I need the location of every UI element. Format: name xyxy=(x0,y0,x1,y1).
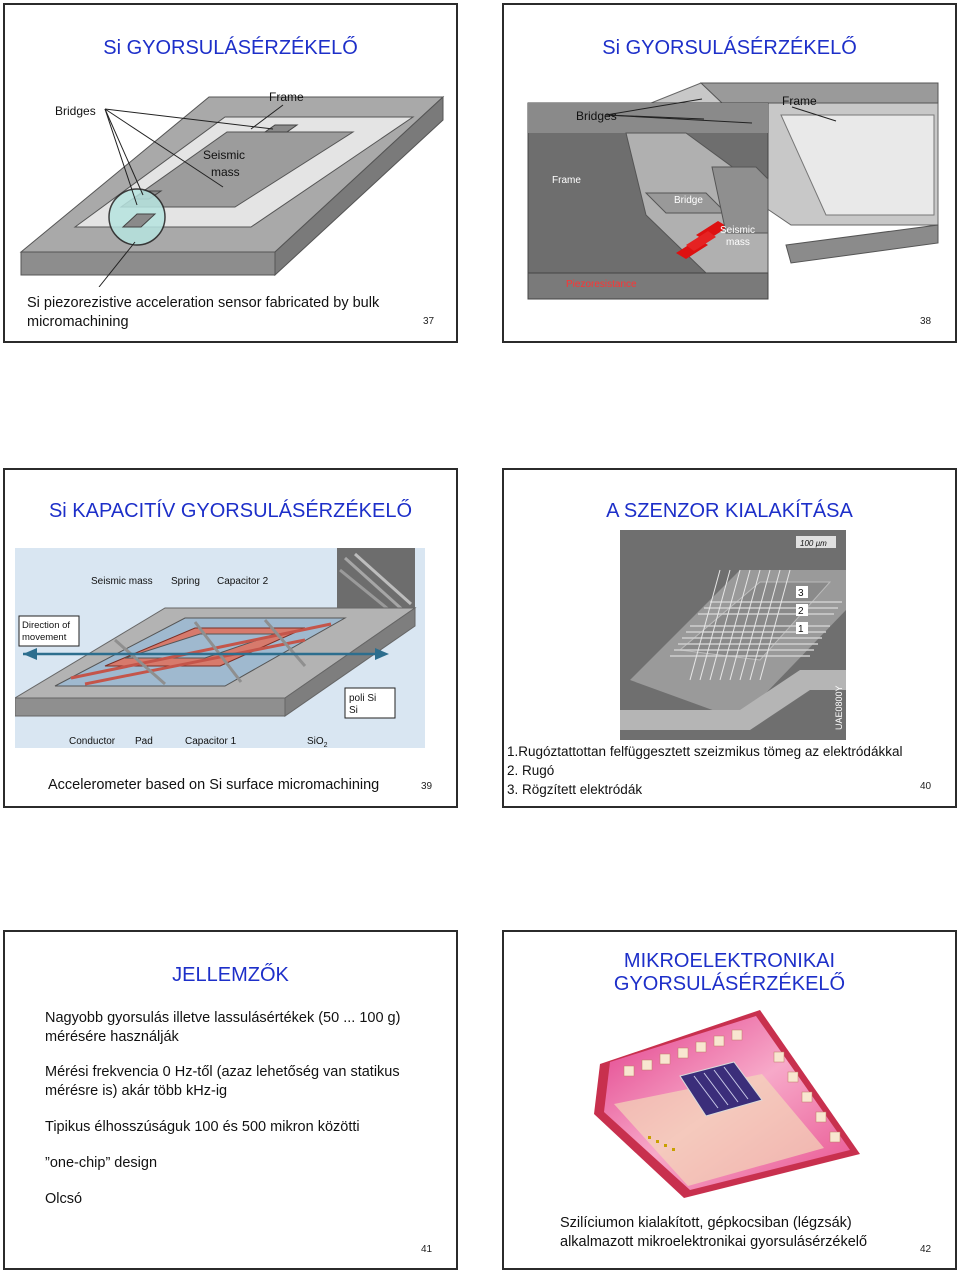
page-number: 41 xyxy=(421,1244,433,1255)
slide-title: A SZENZOR KIALAKÍTÁSA xyxy=(606,500,853,522)
label-capacitor-2: Capacitor 2 xyxy=(217,576,269,587)
label-poli-si: poli Si xyxy=(349,693,377,704)
caption-item: 2. Rugó xyxy=(507,763,555,778)
page-number: 40 xyxy=(920,781,932,792)
label-direction-2: movement xyxy=(22,632,67,643)
label-frame: Frame xyxy=(269,90,304,104)
label-mass: mass xyxy=(726,237,750,248)
bullet-item: Nagyobb gyorsulás illetve lassulásértékek (50 ... 100 g) mérésére használják xyxy=(45,1010,401,1045)
bulk-accelerometer-diagram xyxy=(13,77,453,287)
scale-label: 100 µm xyxy=(800,539,827,548)
slide-39 xyxy=(3,468,458,808)
slide-42 xyxy=(502,930,957,1270)
slide-title: Si GYORSULÁSÉRZÉKELŐ xyxy=(103,37,358,59)
slide-caption: Si piezorezistive acceleration sensor fabricated by bulk micromachining xyxy=(27,295,380,330)
slide-41 xyxy=(3,930,458,1270)
piezoresistive-closeup-diagram xyxy=(526,75,946,301)
label-capacitor-1: Capacitor 1 xyxy=(185,736,237,747)
bullet-item: Olcsó xyxy=(45,1191,83,1207)
marker-1: 1 xyxy=(798,624,804,635)
label-si: Si xyxy=(349,705,358,716)
slide-37 xyxy=(3,3,458,343)
label-seismic: Seismic xyxy=(720,225,756,236)
page-number: 38 xyxy=(920,316,932,327)
slide-caption xyxy=(507,742,902,799)
slide-title: MIKROELEKTRONIKAI GYORSULÁSÉRZÉKELŐ xyxy=(613,950,846,995)
image-code: UAE0800Y xyxy=(834,685,844,730)
bullet-item: Mérési frekvencia 0 Hz-től (azaz lehetőség van statikus mérésre is) akár több kHz-ig xyxy=(45,1064,400,1099)
label-sio2: SiO$_2$ xyxy=(307,736,328,748)
label-bridges: Bridges xyxy=(576,109,617,123)
slide-title: Si GYORSULÁSÉRZÉKELŐ xyxy=(602,37,857,59)
sem-sensor-image xyxy=(620,530,846,740)
label-seismic: Seismic xyxy=(203,148,246,162)
slide-caption: Szilíciumon kialakított, gépkocsiban (légzsák) alkalmazott mikroelektronikai gyorsulásérzékelő xyxy=(560,1215,868,1250)
bullet-item: ”one-chip” design xyxy=(45,1155,158,1171)
label-conductor: Conductor xyxy=(69,736,116,747)
label-pad: Pad xyxy=(135,736,153,747)
marker-3: 3 xyxy=(798,588,804,599)
marker-2: 2 xyxy=(798,606,804,617)
slide-38 xyxy=(502,3,957,343)
label-direction-1: Direction of xyxy=(22,620,71,631)
label-seismic-mass: Seismic mass xyxy=(91,576,153,587)
slide-title: JELLEMZŐK xyxy=(172,964,289,986)
label-bridge: Bridge xyxy=(674,195,703,206)
label-piezoresistance: Piezoresistance xyxy=(566,279,637,290)
page-number: 39 xyxy=(421,781,433,792)
slide-caption: Accelerometer based on Si surface micromachining xyxy=(48,777,380,793)
label-mass: mass xyxy=(211,165,240,179)
page-number: 42 xyxy=(920,1244,932,1255)
slide-40 xyxy=(502,468,957,808)
label-frame-left: Frame xyxy=(552,175,581,186)
label-frame-top: Frame xyxy=(782,94,817,108)
label-spring: Spring xyxy=(171,576,200,587)
slide-title: Si KAPACITÍV GYORSULÁSÉRZÉKELŐ xyxy=(48,500,413,522)
chip-package-photo xyxy=(584,1004,862,1200)
page-number: 37 xyxy=(423,316,435,327)
caption-item: 1.Rugóztattottan felfüggesztett szeizmikus tömeg az elektródákkal xyxy=(507,744,903,759)
label-bridges: Bridges xyxy=(55,104,96,118)
caption-item: 3. Rögzített elektródák xyxy=(507,782,643,797)
capacitive-accelerometer-diagram xyxy=(15,548,425,748)
bullet-item: Tipikus élhosszúságuk 100 és 500 mikron közötti xyxy=(45,1119,360,1135)
